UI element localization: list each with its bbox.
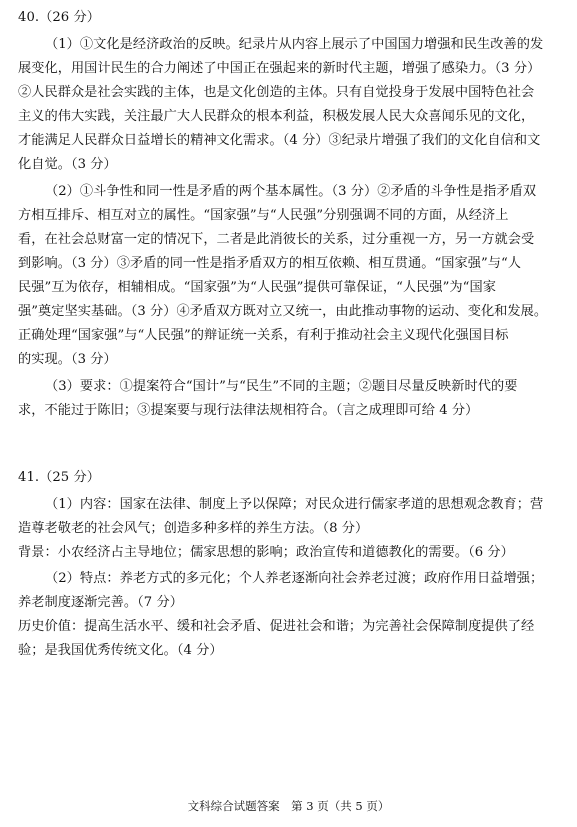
q41-line: 历史价值：提高生活水平、缓和社会矛盾、促进社会和谐；为完善社会保障制度提供了经 [18, 619, 535, 634]
q40-line: 化自觉。（3 分） [18, 157, 117, 172]
q40-line: 正确处理“国家强”与“人民强”的辩证统一关系，有利于推动社会主义现代化强国目标 [18, 328, 509, 343]
q40-line: （3）要求：①提案符合“国计”与“民生”不同的主题；②题目尽量反映新时代的要 [45, 379, 518, 394]
q40-line: （2）①斗争性和同一性是矛盾的两个基本属性。（3 分）②矛盾的斗争性是指矛盾双 [45, 184, 537, 199]
q41-line: 验；是我国优秀传统文化。（4 分） [18, 643, 223, 658]
q40-line: 求，不能过于陈旧；③提案要与现行法律法规相符合。（言之成理即可给 4 分） [18, 403, 479, 418]
q40-line: （1）①文化是经济政治的反映。纪录片从内容上展示了中国国力增强和民生改善的发 [45, 37, 544, 52]
q40-line: 民强”互为依存，相辅相成。“国家强”为“人民强”提供可靠保证，“人民强”为“国家 [18, 280, 496, 295]
q40-line: 的实现。（3 分） [18, 352, 117, 367]
q40-line: 到影响。（3 分）③矛盾的同一性是指矛盾双方的相互依赖、相互贯通。“国家强”与“人 [18, 256, 522, 271]
q40-line: 看，在社会总财富一定的情况下，二者是此消彼长的关系，过分重视一方，另一方就会受 [18, 232, 535, 247]
page-footer: 文科综合试题答案 第 3 页（共 5 页） [187, 799, 390, 813]
q41-line: 造尊老敬老的社会风气；创造多种多样的养生方法。（8 分） [18, 521, 369, 536]
q41-line: 背景：小农经济占主导地位；儒家思想的影响；政治宣传和道德教化的需要。（6 分） [18, 545, 514, 560]
q41-line: （2）特点：养老方式的多元化；个人养老逐渐向社会养老过渡；政府作用日益增强； [45, 571, 544, 586]
q40-line: 方相互排斥、相互对立的属性。“国家强”与“人民强”分别强调不同的方面，从经济上 [18, 208, 509, 223]
q40-header: 40.（26 分） [18, 10, 100, 25]
q41-line: 养老制度逐渐完善。（7 分） [18, 595, 183, 610]
q40-line: 强”奠定坚实基础。（3 分）④矛盾双方既对立又统一，由此推动事物的运动、变化和发展。 [18, 304, 548, 319]
q41-header: 41.（25 分） [18, 470, 100, 485]
q40-line: ②人民群众是社会实践的主体，也是文化创造的主体。只有自觉投身于发展中国特色社会 [18, 85, 535, 100]
q40-line: 主义的伟大实践，关注最广大人民群众的根本利益，积极发展人民大众喜闻乐见的文化， [18, 109, 535, 124]
q41-line: （1）内容：国家在法律、制度上予以保障；对民众进行儒家孝道的思想观念教育；营 [45, 497, 544, 512]
q40-line: 才能满足人民群众日益增长的精神文化需求。（4 分）③纪录片增强了我们的文化自信和文 [18, 133, 541, 148]
q40-line: 展变化，用国计民生的合力阐述了中国正在强起来的新时代主题，增强了感染力。（3 分） [18, 61, 541, 76]
